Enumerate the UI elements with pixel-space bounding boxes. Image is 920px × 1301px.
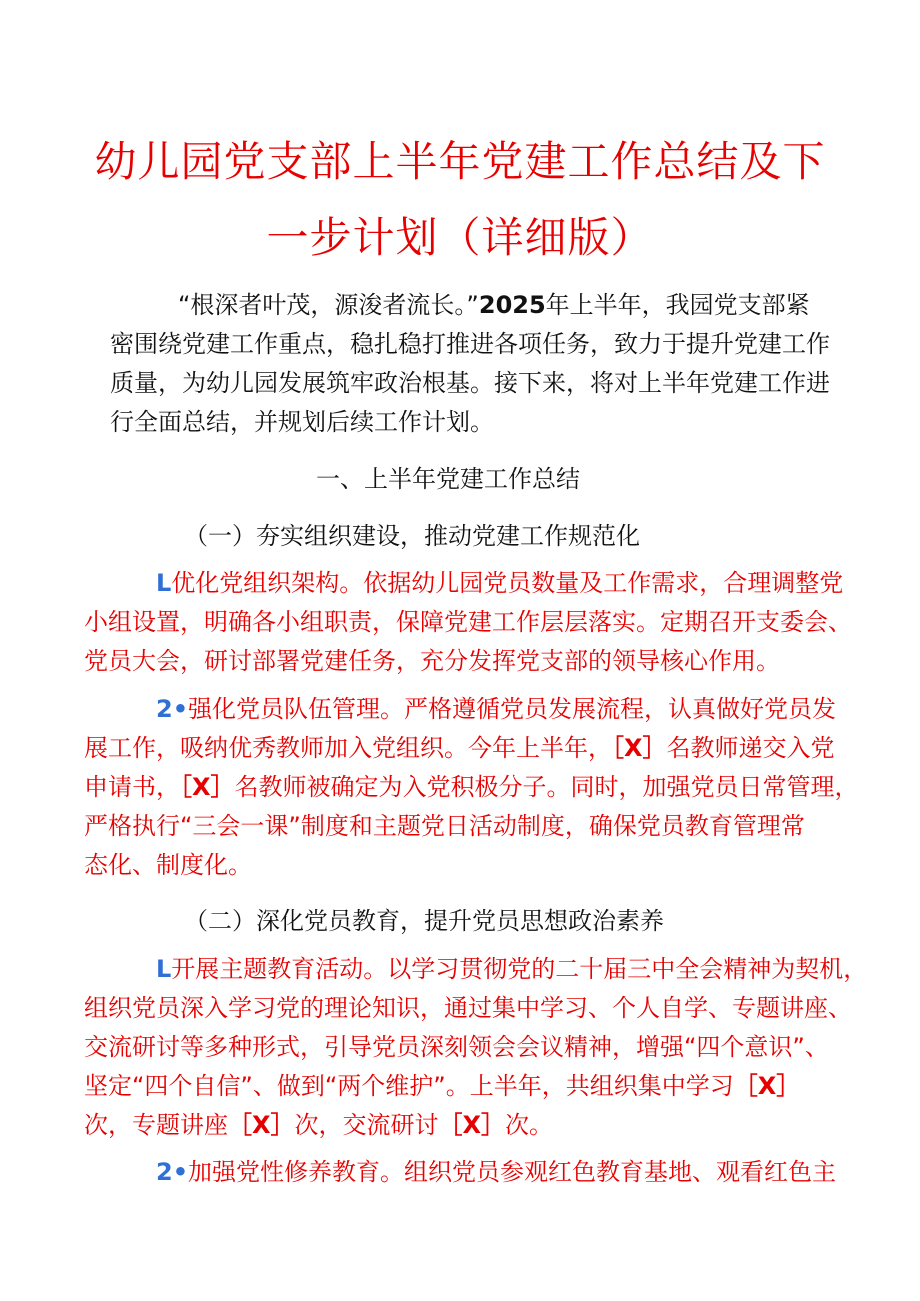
sub2-item1-line-3: 交流研讨等多种形式，引导党员深刻领会会议精神，增强“四个意识”、 [84, 1033, 829, 1061]
text-segment: 坚定“四个自信”、做到“两个维护”。上半年，共组织集中学习 [84, 1072, 734, 1100]
subsection-2-heading: （二）深化党员教育，提升党员思想政治素养 [184, 907, 664, 935]
placeholder-x: ［X］ [612, 734, 667, 762]
text-segment: 名教师递交入党 [666, 734, 835, 762]
document-title-line-2: 一步计划（详细版） [266, 213, 654, 262]
intro-line-3: 质量，为幼儿园发展筑牢政治根基。接下来，将对上半年党建工作进 [110, 369, 830, 397]
sub2-item2-text: 加强党性修养教育。组织党员参观红色教育基地、观看红色主 [188, 1158, 837, 1186]
placeholder-x: ［X］ [438, 1111, 506, 1139]
text-segment: 次，专题讲座 [84, 1111, 228, 1139]
placeholder-x: ［X］ [733, 1072, 801, 1100]
sub2-item2-line-1 [156, 1156, 836, 1188]
placeholder-x: ［X］ [228, 1111, 295, 1139]
sub1-item1-line-3: 党员大会，研讨部署党建任务，充分发挥党支部的领导核心作用。 [84, 647, 780, 675]
sub2-item1-line-1 [156, 953, 867, 985]
intro-line-2: 密围绕党建工作重点，稳扎稳打推进各项任务，致力于提升党建工作 [110, 330, 830, 358]
intro-line-1 [178, 289, 810, 321]
sub2-item1-text: 开展主题教育活动。以学习贯彻党的二十届三中全会精神为契机， [171, 955, 868, 983]
sub1-item1-line-2: 小组设置，明确各小组职责，保障党建工作层层落实。定期召开支委会、 [84, 608, 852, 636]
text-segment: 申请书， [84, 773, 180, 801]
intro-line-4: 行全面总结，并规划后续工作计划。 [110, 408, 494, 436]
list-number: L [156, 955, 172, 983]
text-segment: 名教师被确定为入党积极分子。同时，加强党员日常管理， [234, 773, 859, 801]
sub2-item1-line-4 [84, 1070, 800, 1102]
list-number: L [156, 569, 172, 597]
text-segment: 次，交流研讨 [294, 1111, 439, 1139]
sub2-item1-line-2: 组织党员深入学习党的理论知识，通过集中学习、个人自学、专题讲座、 [84, 994, 852, 1022]
sub1-item2-line-5: 态化、制度化。 [84, 851, 252, 879]
intro-line-1-rest: 年上半年，我园党支部紧 [545, 291, 810, 319]
list-number: 2• [156, 1158, 189, 1186]
text-segment: 次。 [505, 1111, 554, 1139]
sub1-item2-line-3 [84, 771, 859, 803]
text-segment: 展工作，吸纳优秀教师加入党组织。今年上半年， [84, 734, 612, 762]
sub1-item2-text: 强化党员队伍管理。严格遵循党员发展流程，认真做好党员发 [188, 695, 837, 723]
placeholder-x: ［X］ [180, 773, 235, 801]
sub1-item1-line-1 [156, 567, 843, 599]
sub2-item1-line-5 [84, 1109, 553, 1141]
sub1-item1-text: 优化党组织架构。依据幼儿园党员数量及工作需求，合理调整党 [171, 569, 844, 597]
section-1-heading: 一、上半年党建工作总结 [316, 465, 580, 493]
document-title-line-1: 幼儿园党支部上半年党建工作总结及下 [94, 137, 826, 186]
intro-quote: “根深者叶茂，源浚者流长。” [178, 291, 479, 319]
sub1-item2-line-4: 严格执行“三会一课”制度和主题党日活动制度，确保党员教育管理常 [84, 812, 805, 840]
sub1-item2-line-1 [156, 693, 836, 725]
sub1-item2-line-2 [84, 732, 835, 764]
list-number: 2• [156, 695, 189, 723]
subsection-1-heading: （一）夯实组织建设，推动党建工作规范化 [184, 522, 640, 550]
intro-year: 2025 [478, 291, 546, 319]
